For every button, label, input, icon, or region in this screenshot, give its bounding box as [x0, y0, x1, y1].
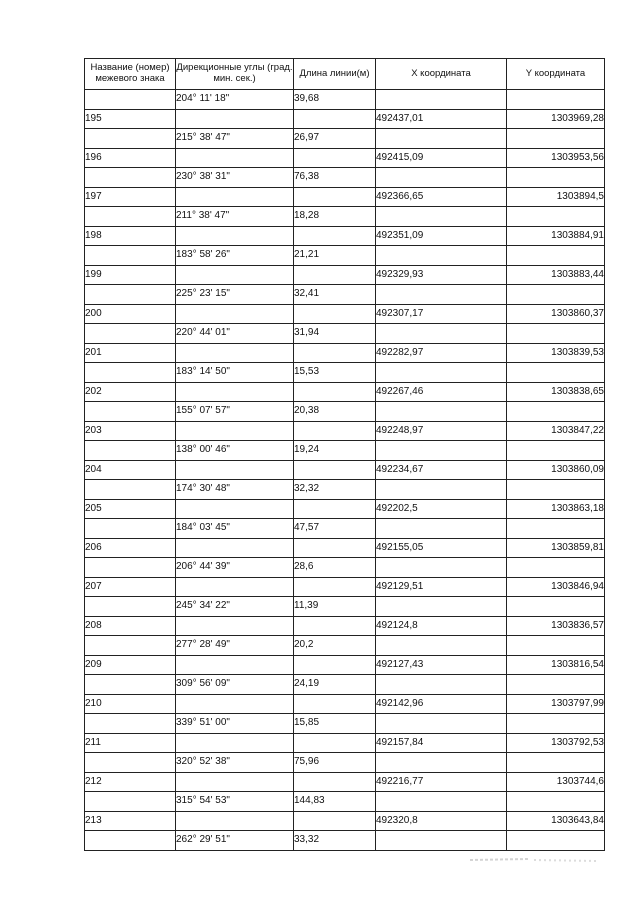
direction-angle-cell: [176, 343, 294, 363]
x-coordinate-cell: 492155,05: [376, 538, 507, 558]
x-coordinate-cell: 492202,5: [376, 499, 507, 519]
x-coordinate-cell: [376, 636, 507, 656]
y-coordinate-cell: [507, 675, 605, 695]
line-length-cell: 39,68: [294, 90, 376, 110]
mark-number-cell: [85, 90, 176, 110]
x-coordinate-cell: 492248,97: [376, 421, 507, 441]
line-length-cell: [294, 421, 376, 441]
line-length-cell: 32,32: [294, 480, 376, 500]
mark-number-cell: 196: [85, 148, 176, 168]
mark-number-cell: [85, 363, 176, 383]
mark-number-cell: [85, 636, 176, 656]
boundary-coordinates-table: [84, 58, 605, 851]
line-length-cell: 24,19: [294, 675, 376, 695]
mark-number-cell: 213: [85, 811, 176, 831]
direction-angle-cell: 204° 11' 18": [176, 90, 294, 110]
table-row: [85, 792, 605, 812]
mark-number-cell: 197: [85, 187, 176, 207]
y-coordinate-cell: 1303884,91: [507, 226, 605, 246]
table-row: [85, 285, 605, 305]
table-row: [85, 499, 605, 519]
header-length: Длина линии(м): [294, 59, 376, 90]
mark-number-cell: [85, 792, 176, 812]
y-coordinate-cell: [507, 480, 605, 500]
y-coordinate-cell: [507, 753, 605, 773]
x-coordinate-cell: 492216,77: [376, 772, 507, 792]
x-coordinate-cell: 492282,97: [376, 343, 507, 363]
mark-number-cell: [85, 480, 176, 500]
line-length-cell: 47,57: [294, 519, 376, 539]
direction-angle-cell: 138° 00' 46": [176, 441, 294, 461]
direction-angle-cell: 184° 03' 45": [176, 519, 294, 539]
line-length-cell: 15,53: [294, 363, 376, 383]
x-coordinate-cell: [376, 597, 507, 617]
y-coordinate-cell: [507, 285, 605, 305]
x-coordinate-cell: [376, 519, 507, 539]
direction-angle-cell: [176, 772, 294, 792]
mark-number-cell: [85, 675, 176, 695]
y-coordinate-cell: [507, 714, 605, 734]
line-length-cell: 21,21: [294, 246, 376, 266]
direction-angle-cell: [176, 616, 294, 636]
y-coordinate-cell: [507, 792, 605, 812]
line-length-cell: [294, 577, 376, 597]
table-row: [85, 441, 605, 461]
y-coordinate-cell: [507, 129, 605, 149]
y-coordinate-cell: 1303859,81: [507, 538, 605, 558]
table-row: [85, 577, 605, 597]
mark-number-cell: 211: [85, 733, 176, 753]
line-length-cell: [294, 811, 376, 831]
y-coordinate-cell: 1303744,6: [507, 772, 605, 792]
y-coordinate-cell: 1303860,37: [507, 304, 605, 324]
x-coordinate-cell: [376, 792, 507, 812]
line-length-cell: [294, 499, 376, 519]
table-row: [85, 343, 605, 363]
line-length-cell: [294, 265, 376, 285]
line-length-cell: [294, 460, 376, 480]
y-coordinate-cell: 1303643,84: [507, 811, 605, 831]
mark-number-cell: [85, 753, 176, 773]
x-coordinate-cell: 492437,01: [376, 109, 507, 129]
direction-angle-cell: 339° 51' 00": [176, 714, 294, 734]
x-coordinate-cell: [376, 753, 507, 773]
mark-number-cell: 204: [85, 460, 176, 480]
mark-number-cell: [85, 714, 176, 734]
x-coordinate-cell: [376, 324, 507, 344]
x-coordinate-cell: [376, 441, 507, 461]
line-length-cell: 11,39: [294, 597, 376, 617]
table-row: [85, 187, 605, 207]
x-coordinate-cell: [376, 480, 507, 500]
table-row: [85, 558, 605, 578]
direction-angle-cell: 320° 52' 38": [176, 753, 294, 773]
y-coordinate-cell: 1303847,22: [507, 421, 605, 441]
direction-angle-cell: 220° 44' 01": [176, 324, 294, 344]
table-row: [85, 616, 605, 636]
y-coordinate-cell: [507, 402, 605, 422]
table-row: [85, 109, 605, 129]
x-coordinate-cell: 492307,17: [376, 304, 507, 324]
y-coordinate-cell: [507, 363, 605, 383]
direction-angle-cell: [176, 421, 294, 441]
line-length-cell: [294, 148, 376, 168]
line-length-cell: 18,28: [294, 207, 376, 227]
y-coordinate-cell: [507, 558, 605, 578]
table-row: [85, 90, 605, 110]
x-coordinate-cell: [376, 246, 507, 266]
table-row: [85, 538, 605, 558]
mark-number-cell: [85, 519, 176, 539]
y-coordinate-cell: [507, 207, 605, 227]
y-coordinate-cell: 1303863,18: [507, 499, 605, 519]
y-coordinate-cell: 1303969,28: [507, 109, 605, 129]
mark-number-cell: [85, 597, 176, 617]
direction-angle-cell: 215° 38' 47": [176, 129, 294, 149]
x-coordinate-cell: [376, 714, 507, 734]
line-length-cell: [294, 382, 376, 402]
direction-angle-cell: 277° 28' 49": [176, 636, 294, 656]
y-coordinate-cell: 1303816,54: [507, 655, 605, 675]
table-row: [85, 753, 605, 773]
direction-angle-cell: 225° 23' 15": [176, 285, 294, 305]
x-coordinate-cell: [376, 363, 507, 383]
mark-number-cell: 195: [85, 109, 176, 129]
direction-angle-cell: 315° 54' 53": [176, 792, 294, 812]
boundary-coordinates-sheet: [84, 58, 604, 851]
direction-angle-cell: 230° 38' 31": [176, 168, 294, 188]
mark-number-cell: 212: [85, 772, 176, 792]
direction-angle-cell: [176, 265, 294, 285]
x-coordinate-cell: 492124,8: [376, 616, 507, 636]
table-row: [85, 636, 605, 656]
table-row: [85, 694, 605, 714]
line-length-cell: 26,97: [294, 129, 376, 149]
x-coordinate-cell: [376, 168, 507, 188]
table-row: [85, 265, 605, 285]
y-coordinate-cell: [507, 597, 605, 617]
line-length-cell: 75,96: [294, 753, 376, 773]
mark-number-cell: 198: [85, 226, 176, 246]
direction-angle-cell: [176, 655, 294, 675]
x-coordinate-cell: 492415,09: [376, 148, 507, 168]
y-coordinate-cell: 1303839,53: [507, 343, 605, 363]
table-row: [85, 324, 605, 344]
x-coordinate-cell: [376, 285, 507, 305]
header-name: Название (номер) межевого знака: [85, 59, 176, 90]
line-length-cell: [294, 343, 376, 363]
y-coordinate-cell: 1303836,57: [507, 616, 605, 636]
table-row: [85, 519, 605, 539]
line-length-cell: 31,94: [294, 324, 376, 344]
direction-angle-cell: [176, 577, 294, 597]
direction-angle-cell: [176, 382, 294, 402]
mark-number-cell: 201: [85, 343, 176, 363]
x-coordinate-cell: 492129,51: [376, 577, 507, 597]
mark-number-cell: 206: [85, 538, 176, 558]
line-length-cell: [294, 187, 376, 207]
line-length-cell: [294, 655, 376, 675]
mark-number-cell: [85, 324, 176, 344]
direction-angle-cell: 174° 30' 48": [176, 480, 294, 500]
line-length-cell: 144,83: [294, 792, 376, 812]
y-coordinate-cell: 1303894,5: [507, 187, 605, 207]
x-coordinate-cell: [376, 207, 507, 227]
table-row: [85, 772, 605, 792]
y-coordinate-cell: [507, 441, 605, 461]
y-coordinate-cell: [507, 246, 605, 266]
line-length-cell: 32,41: [294, 285, 376, 305]
line-length-cell: 76,38: [294, 168, 376, 188]
table-row: [85, 363, 605, 383]
table-header-row: [85, 59, 605, 90]
y-coordinate-cell: 1303883,44: [507, 265, 605, 285]
line-length-cell: 15,85: [294, 714, 376, 734]
table-row: [85, 304, 605, 324]
line-length-cell: 28,6: [294, 558, 376, 578]
header-angles: Дирекционные углы (град. мин. сек.): [176, 59, 294, 90]
x-coordinate-cell: [376, 129, 507, 149]
y-coordinate-cell: 1303838,65: [507, 382, 605, 402]
direction-angle-cell: [176, 694, 294, 714]
scan-smudge: [468, 848, 598, 870]
x-coordinate-cell: [376, 402, 507, 422]
x-coordinate-cell: 492366,65: [376, 187, 507, 207]
y-coordinate-cell: [507, 519, 605, 539]
scan-noise-mark: [468, 848, 598, 870]
y-coordinate-cell: [507, 324, 605, 344]
header-x: X координата: [376, 59, 507, 90]
mark-number-cell: [85, 558, 176, 578]
line-length-cell: 33,32: [294, 831, 376, 851]
direction-angle-cell: 183° 58' 26": [176, 246, 294, 266]
line-length-cell: [294, 772, 376, 792]
table-row: [85, 714, 605, 734]
table-row: [85, 675, 605, 695]
direction-angle-cell: 183° 14' 50": [176, 363, 294, 383]
mark-number-cell: [85, 129, 176, 149]
mark-number-cell: 210: [85, 694, 176, 714]
mark-number-cell: 202: [85, 382, 176, 402]
direction-angle-cell: [176, 538, 294, 558]
y-coordinate-cell: 1303792,53: [507, 733, 605, 753]
mark-number-cell: 203: [85, 421, 176, 441]
direction-angle-cell: [176, 304, 294, 324]
table-row: [85, 460, 605, 480]
direction-angle-cell: [176, 499, 294, 519]
y-coordinate-cell: 1303797,99: [507, 694, 605, 714]
mark-number-cell: 207: [85, 577, 176, 597]
mark-number-cell: [85, 207, 176, 227]
mark-number-cell: 208: [85, 616, 176, 636]
direction-angle-cell: 309° 56' 09": [176, 675, 294, 695]
header-y: Y координата: [507, 59, 605, 90]
x-coordinate-cell: [376, 675, 507, 695]
line-length-cell: 19,24: [294, 441, 376, 461]
line-length-cell: [294, 616, 376, 636]
mark-number-cell: [85, 246, 176, 266]
table-row: [85, 480, 605, 500]
table-body: [85, 90, 605, 851]
y-coordinate-cell: 1303846,94: [507, 577, 605, 597]
line-length-cell: 20,38: [294, 402, 376, 422]
table-row: [85, 733, 605, 753]
direction-angle-cell: [176, 811, 294, 831]
table-row: [85, 207, 605, 227]
y-coordinate-cell: [507, 168, 605, 188]
mark-number-cell: 205: [85, 499, 176, 519]
table-row: [85, 421, 605, 441]
x-coordinate-cell: [376, 558, 507, 578]
y-coordinate-cell: [507, 636, 605, 656]
mark-number-cell: [85, 285, 176, 305]
y-coordinate-cell: 1303860,09: [507, 460, 605, 480]
line-length-cell: [294, 694, 376, 714]
table-row: [85, 129, 605, 149]
mark-number-cell: 199: [85, 265, 176, 285]
direction-angle-cell: 206° 44' 39": [176, 558, 294, 578]
x-coordinate-cell: 492320,8: [376, 811, 507, 831]
line-length-cell: [294, 109, 376, 129]
direction-angle-cell: [176, 148, 294, 168]
direction-angle-cell: [176, 460, 294, 480]
direction-angle-cell: [176, 109, 294, 129]
table-row: [85, 226, 605, 246]
y-coordinate-cell: 1303953,56: [507, 148, 605, 168]
y-coordinate-cell: [507, 90, 605, 110]
table-row: [85, 597, 605, 617]
table-row: [85, 148, 605, 168]
table-row: [85, 655, 605, 675]
direction-angle-cell: [176, 226, 294, 246]
direction-angle-cell: [176, 733, 294, 753]
direction-angle-cell: 211° 38' 47": [176, 207, 294, 227]
mark-number-cell: [85, 402, 176, 422]
direction-angle-cell: [176, 187, 294, 207]
line-length-cell: [294, 304, 376, 324]
line-length-cell: 20,2: [294, 636, 376, 656]
x-coordinate-cell: 492127,43: [376, 655, 507, 675]
x-coordinate-cell: 492267,46: [376, 382, 507, 402]
x-coordinate-cell: 492234,67: [376, 460, 507, 480]
line-length-cell: [294, 538, 376, 558]
x-coordinate-cell: 492351,09: [376, 226, 507, 246]
mark-number-cell: [85, 831, 176, 851]
direction-angle-cell: 245° 34' 22": [176, 597, 294, 617]
table-row: [85, 246, 605, 266]
mark-number-cell: [85, 441, 176, 461]
x-coordinate-cell: [376, 90, 507, 110]
x-coordinate-cell: 492142,96: [376, 694, 507, 714]
table-row: [85, 382, 605, 402]
table-row: [85, 168, 605, 188]
table-row: [85, 402, 605, 422]
table-row: [85, 811, 605, 831]
line-length-cell: [294, 733, 376, 753]
mark-number-cell: 200: [85, 304, 176, 324]
mark-number-cell: [85, 168, 176, 188]
x-coordinate-cell: 492157,84: [376, 733, 507, 753]
direction-angle-cell: 155° 07' 57": [176, 402, 294, 422]
x-coordinate-cell: 492329,93: [376, 265, 507, 285]
direction-angle-cell: 262° 29' 51": [176, 831, 294, 851]
mark-number-cell: 209: [85, 655, 176, 675]
line-length-cell: [294, 226, 376, 246]
